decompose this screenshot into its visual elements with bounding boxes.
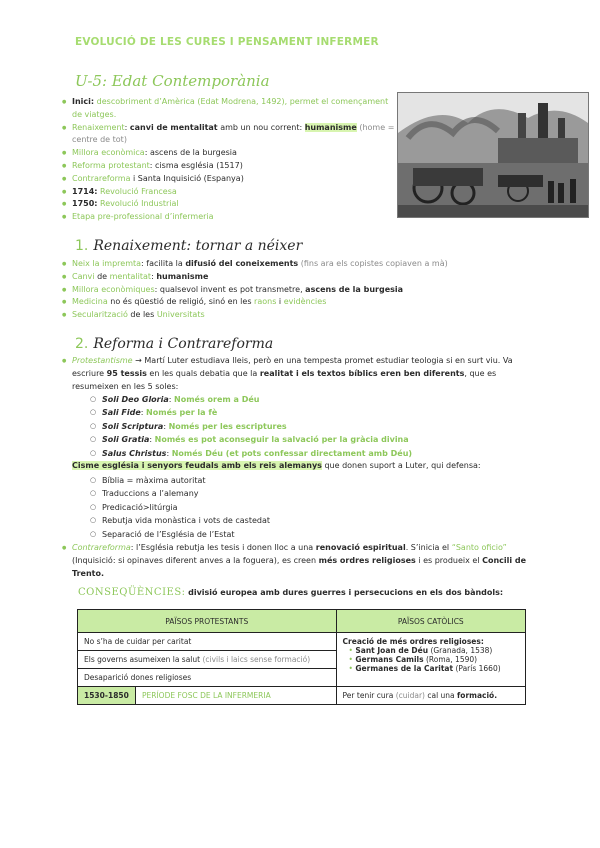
list-item: ● Protestantisme → Martí Luter estudiava lleis, però en una tempesta promet estudiar teologia si en surt viu. Va escriure 95 tessis en les quals debatia que la realitat i els textos bíblics eren ben diferents, que es resumeixen en les 5 soles: bbox=[62, 355, 530, 393]
protestantism-item bbox=[62, 355, 530, 393]
list-item: ● Medicina no és qüestió de religió, sinó en les raons i evidències bbox=[62, 296, 562, 309]
list-item: ● Renaixement: canvi de mentalitat amb un nou corrent: humanisme (home = centre de tot) bbox=[62, 122, 398, 148]
list-item: • Sant Joan de Déu (Granada, 1538) bbox=[348, 646, 493, 655]
timeline-list bbox=[62, 96, 398, 224]
header-catholic: PAÏSOS CATÒLICS bbox=[336, 610, 525, 633]
list-item: ● Reforma protestant: cisma església (1517) bbox=[62, 160, 398, 173]
header-protestant: PAÏSOS PROTESTANTS bbox=[78, 610, 337, 633]
table-row bbox=[78, 633, 526, 651]
list-item: ● Contrareforma: l’Església rebutja les tesis i donen lloc a una renovació espiritual. S’inicia el “Santo oficio” (Inquisició: si opinaves diferent anves a la foguera), es creen més ordres religioses i es produeix el Concili de Trento. bbox=[62, 542, 530, 580]
cell-protestant-3: Desaparició dones religioses bbox=[78, 669, 337, 687]
list-item: ○ Soli Gratia: Només es pot aconseguir la salvació per la gràcia divina bbox=[90, 433, 530, 446]
list-item: ○ Soli Scriptura: Només per les escriptures bbox=[90, 420, 530, 433]
comparison-table bbox=[77, 609, 526, 705]
list-item: ○ Rebutja vida monàstica i vots de castedat bbox=[90, 514, 530, 527]
period-label: PERÍODE FOSC DE LA INFERMERIA bbox=[136, 687, 337, 705]
list-item: ● 1714: Revolució Francesa bbox=[62, 186, 398, 199]
list-item: ● Contrareforma i Santa Inquisició (Espanya) bbox=[62, 173, 398, 186]
document-title: EVOLUCIÓ DE LES CURES I PENSAMENT INFERMER bbox=[75, 36, 379, 48]
list-item: ● Millora econòmica: ascens de la burgesia bbox=[62, 147, 398, 160]
list-item: ○ Predicació>litúrgia bbox=[90, 501, 530, 514]
list-item: ○ Soli Deo Gloria: Només orem a Déu bbox=[90, 393, 530, 406]
list-item: ○ Sali Fide: Només per la fè bbox=[90, 406, 530, 419]
counter-reformation-item bbox=[62, 542, 530, 580]
historical-engraving-image bbox=[397, 92, 589, 218]
orders-title: Creació de més ordres religioses: bbox=[342, 637, 484, 646]
list-item: ○ Bíblia = màxima autoritat bbox=[90, 474, 530, 487]
list-item: ● Inici: descobriment d’Amèrica (Edat Modrena, 1492), permet el començament de viatges. bbox=[62, 96, 398, 122]
period-note: Per tenir cura (cuidar) cal una formació. bbox=[336, 687, 525, 705]
engraving-illustration bbox=[398, 93, 588, 217]
list-item: ○ Separació de l’Església de l’Estat bbox=[90, 528, 530, 541]
list-item: • Germanes de la Caritat (París 1660) bbox=[348, 664, 501, 673]
section-1-list bbox=[62, 258, 562, 322]
list-item: ● Neix la impremta: facilita la difusió del coneixements (fins ara els copistes copiaven a mà) bbox=[62, 258, 562, 271]
unit-heading: U-5: Edat Contemporània bbox=[75, 72, 270, 90]
table-row bbox=[78, 687, 526, 705]
cell-protestant-1: No s’ha de cuidar per caritat bbox=[78, 633, 337, 651]
table-header-row bbox=[78, 610, 526, 633]
period-years: 1530-1850 bbox=[78, 687, 136, 705]
section-1-heading: 1. Renaixement: tornar a néixer bbox=[75, 238, 303, 254]
list-item: ● Secularització de les Universitats bbox=[62, 309, 562, 322]
list-item: ○ Traduccions a l’alemany bbox=[90, 487, 530, 500]
five-soles-list bbox=[90, 393, 530, 460]
luther-defends-list bbox=[90, 474, 530, 541]
cisma-paragraph: Cisme església i senyors feudals amb els reis alemanys que donen suport a Luter, qui defensa: bbox=[72, 461, 481, 470]
list-item: ● Canvi de mentalitat: humanisme bbox=[62, 271, 562, 284]
cell-protestant-2: Els governs asumeixen la salut (civils i laics sense formació) bbox=[78, 651, 337, 669]
list-item: • Germans Camils (Roma, 1590) bbox=[348, 655, 478, 664]
section-2-heading: 2. Reforma i Contrareforma bbox=[75, 336, 274, 352]
list-item: ○ Salus Christus: Només Déu (et pots confessar directament amb Déu) bbox=[90, 447, 530, 460]
consequences-line: CONSEQÜÈNCIES: divisió europea amb dures guerres i persecucions en els dos bàndols: bbox=[78, 587, 504, 598]
list-item: ● 1750: Revolució Industrial bbox=[62, 198, 398, 211]
list-item: ● Millora econòmiques: qualsevol invent es pot transmetre, ascens de la burgesia bbox=[62, 284, 562, 297]
orders-list bbox=[343, 646, 519, 673]
list-item: ● Etapa pre-professional d’infermeria bbox=[62, 211, 398, 224]
cell-catholic-orders bbox=[336, 633, 525, 687]
